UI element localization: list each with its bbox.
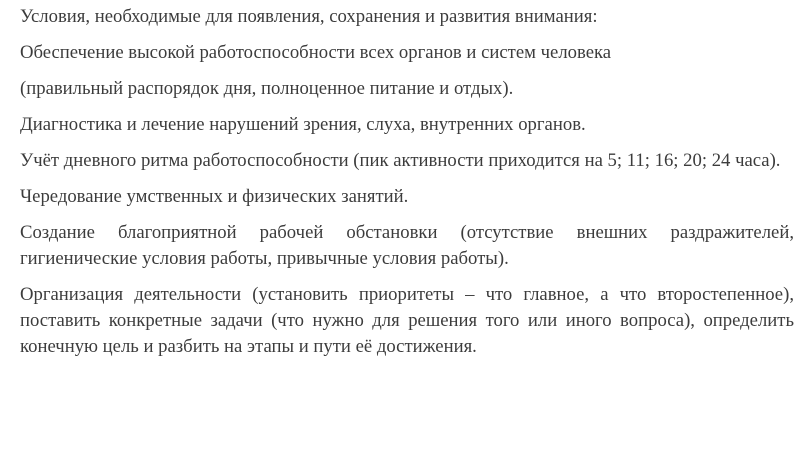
condition-environment: Создание благоприятной рабочей обстановки (отсутствие внешних раздражителей, гигиенические условия работы, привычные условия работы). [20,222,794,269]
condition-daily-rhythm: Учёт дневного ритма работоспособности (пик активности приходится на 5; 11; 16; 20; 24 часа). [20,150,781,171]
condition-organization: Организация деятельности (установить приоритеты – что главное, а что второстепенное), поставить конкретные задачи (что нужно для решения того или иного вопроса), определить конечную цель и разбить на этапы и пути её достижения. [20,284,794,357]
condition-work-capacity: Обеспечение высокой работоспособности всех органов и систем человека [20,42,612,63]
slide-text-body [20,4,794,370]
condition-work-capacity-detail: (правильный распорядок дня, полноценное питание и отдых). [20,78,514,99]
intro-heading: Условия, необходимые для появления, сохранения и развития внимания: [20,6,598,27]
condition-alternation: Чередование умственных и физических занятий. [20,186,409,207]
condition-diagnostics: Диагностика и лечение нарушений зрения, слуха, внутренних органов. [20,114,586,135]
